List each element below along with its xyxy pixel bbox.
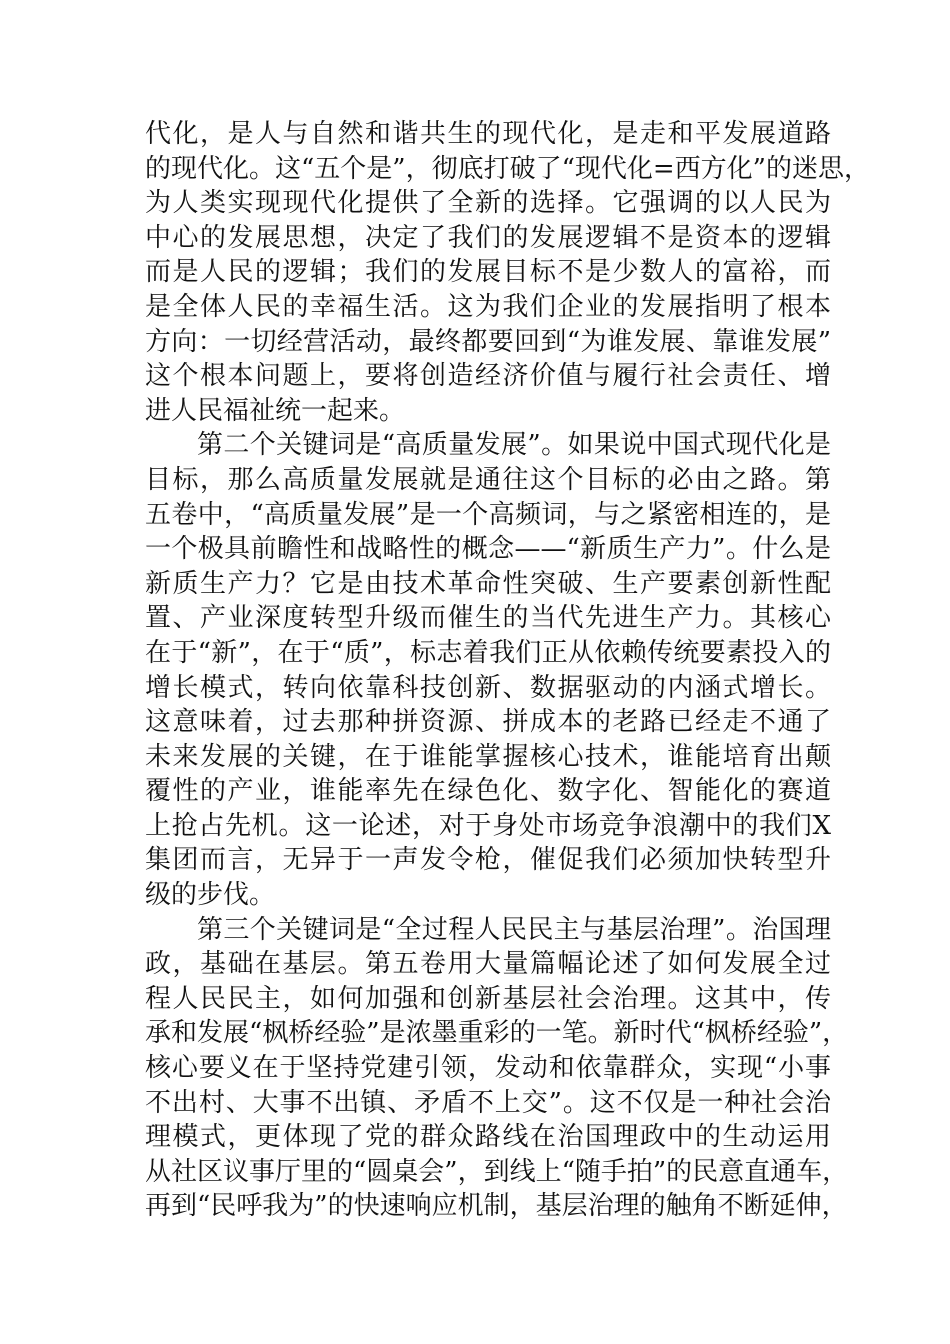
- text-line: 不出村、大事不出镇、矛盾不上交”。这不仅是一种社会治: [145, 1087, 831, 1118]
- text-line: 第二个关键词是“高质量发展”。如果说中国式现代化是: [197, 430, 831, 461]
- text-line: 置、产业深度转型升级而催生的当代先进生产力。其核心: [145, 603, 831, 634]
- text-line: 而是人民的逻辑；我们的发展目标不是少数人的富裕，而: [145, 257, 831, 288]
- text-line: 承和发展“枫桥经验”是浓墨重彩的一笔。新时代“枫桥经验”，: [145, 1018, 849, 1049]
- document-page: [145, 117, 870, 1224]
- text-line: 理模式，更体现了党的群众路线在治国理政中的生动运用: [145, 1122, 831, 1153]
- text-line: 级的步伐。: [145, 880, 276, 911]
- text-line: 是全体人民的幸福生活。这为我们企业的发展指明了根本: [145, 291, 831, 322]
- paragraph-3: [145, 913, 849, 1224]
- text-line: 第三个关键词是“全过程人民民主与基层治理”。治国理: [197, 914, 831, 945]
- text-line: 新质生产力？它是由技术革命性突破、生产要素创新性配: [145, 568, 831, 599]
- text-line: 这个根本问题上，要将创造经济价值与履行社会责任、增: [145, 361, 831, 392]
- text-line: 集团而言，无异于一声发令枪，催促我们必须加快转型升: [145, 845, 831, 876]
- text-line: 再到“民呼我为”的快速响应机制，基层治理的触角不断延伸，: [145, 1191, 848, 1222]
- text-line: 代化，是人与自然和谐共生的现代化，是走和平发展道路: [145, 119, 831, 149]
- text-line: 进人民福祉统一起来。: [145, 395, 406, 426]
- paragraph-2: [145, 428, 831, 912]
- text-line: 增长模式，转向依靠科技创新、数据驱动的内涵式增长。: [145, 672, 831, 703]
- text-line: 覆性的产业，谁能率先在绿色化、数字化、智能化的赛道: [145, 776, 831, 807]
- text-line: 为人类实现现代化提供了全新的选择。它强调的以人民为: [145, 188, 831, 219]
- paragraph-1: [145, 117, 870, 428]
- text-line: 的现代化。这“五个是”，彻底打破了“现代化=西方化”的迷思，: [145, 153, 870, 184]
- text-line: 政，基础在基层。第五卷用大量篇幅论述了如何发展全过: [145, 949, 831, 980]
- text-line: 上抢占先机。这一论述，对于身处市场竞争浪潮中的我们X: [145, 810, 831, 841]
- text-line: 五卷中，“高质量发展”是一个高频词，与之紧密相连的，是: [145, 499, 831, 530]
- text-line: 这意味着，过去那种拼资源、拼成本的老路已经走不通了: [145, 707, 831, 738]
- text-line: 核心要义在于坚持党建引领，发动和依靠群众，实现“小事: [145, 1053, 831, 1084]
- text-line: 从社区议事厅里的“圆桌会”，到线上“随手拍”的民意直通车，: [145, 1156, 849, 1187]
- text-line: 未来发展的关键，在于谁能掌握核心技术，谁能培育出颠: [145, 741, 831, 772]
- text-line: 目标，那么高质量发展就是通往这个目标的必由之路。第: [145, 464, 831, 495]
- text-line: 一个极具前瞻性和战略性的概念——“新质生产力”。什么是: [145, 534, 831, 565]
- text-line: 程人民民主，如何加强和创新基层社会治理。这其中，传: [145, 983, 831, 1014]
- text-line: 方向：一切经营活动，最终都要回到“为谁发展、靠谁发展”: [145, 326, 831, 357]
- text-line: 中心的发展思想，决定了我们的发展逻辑不是资本的逻辑: [145, 222, 831, 253]
- text-line: 在于“新”，在于“质”，标志着我们正从依赖传统要素投入的: [145, 637, 831, 668]
